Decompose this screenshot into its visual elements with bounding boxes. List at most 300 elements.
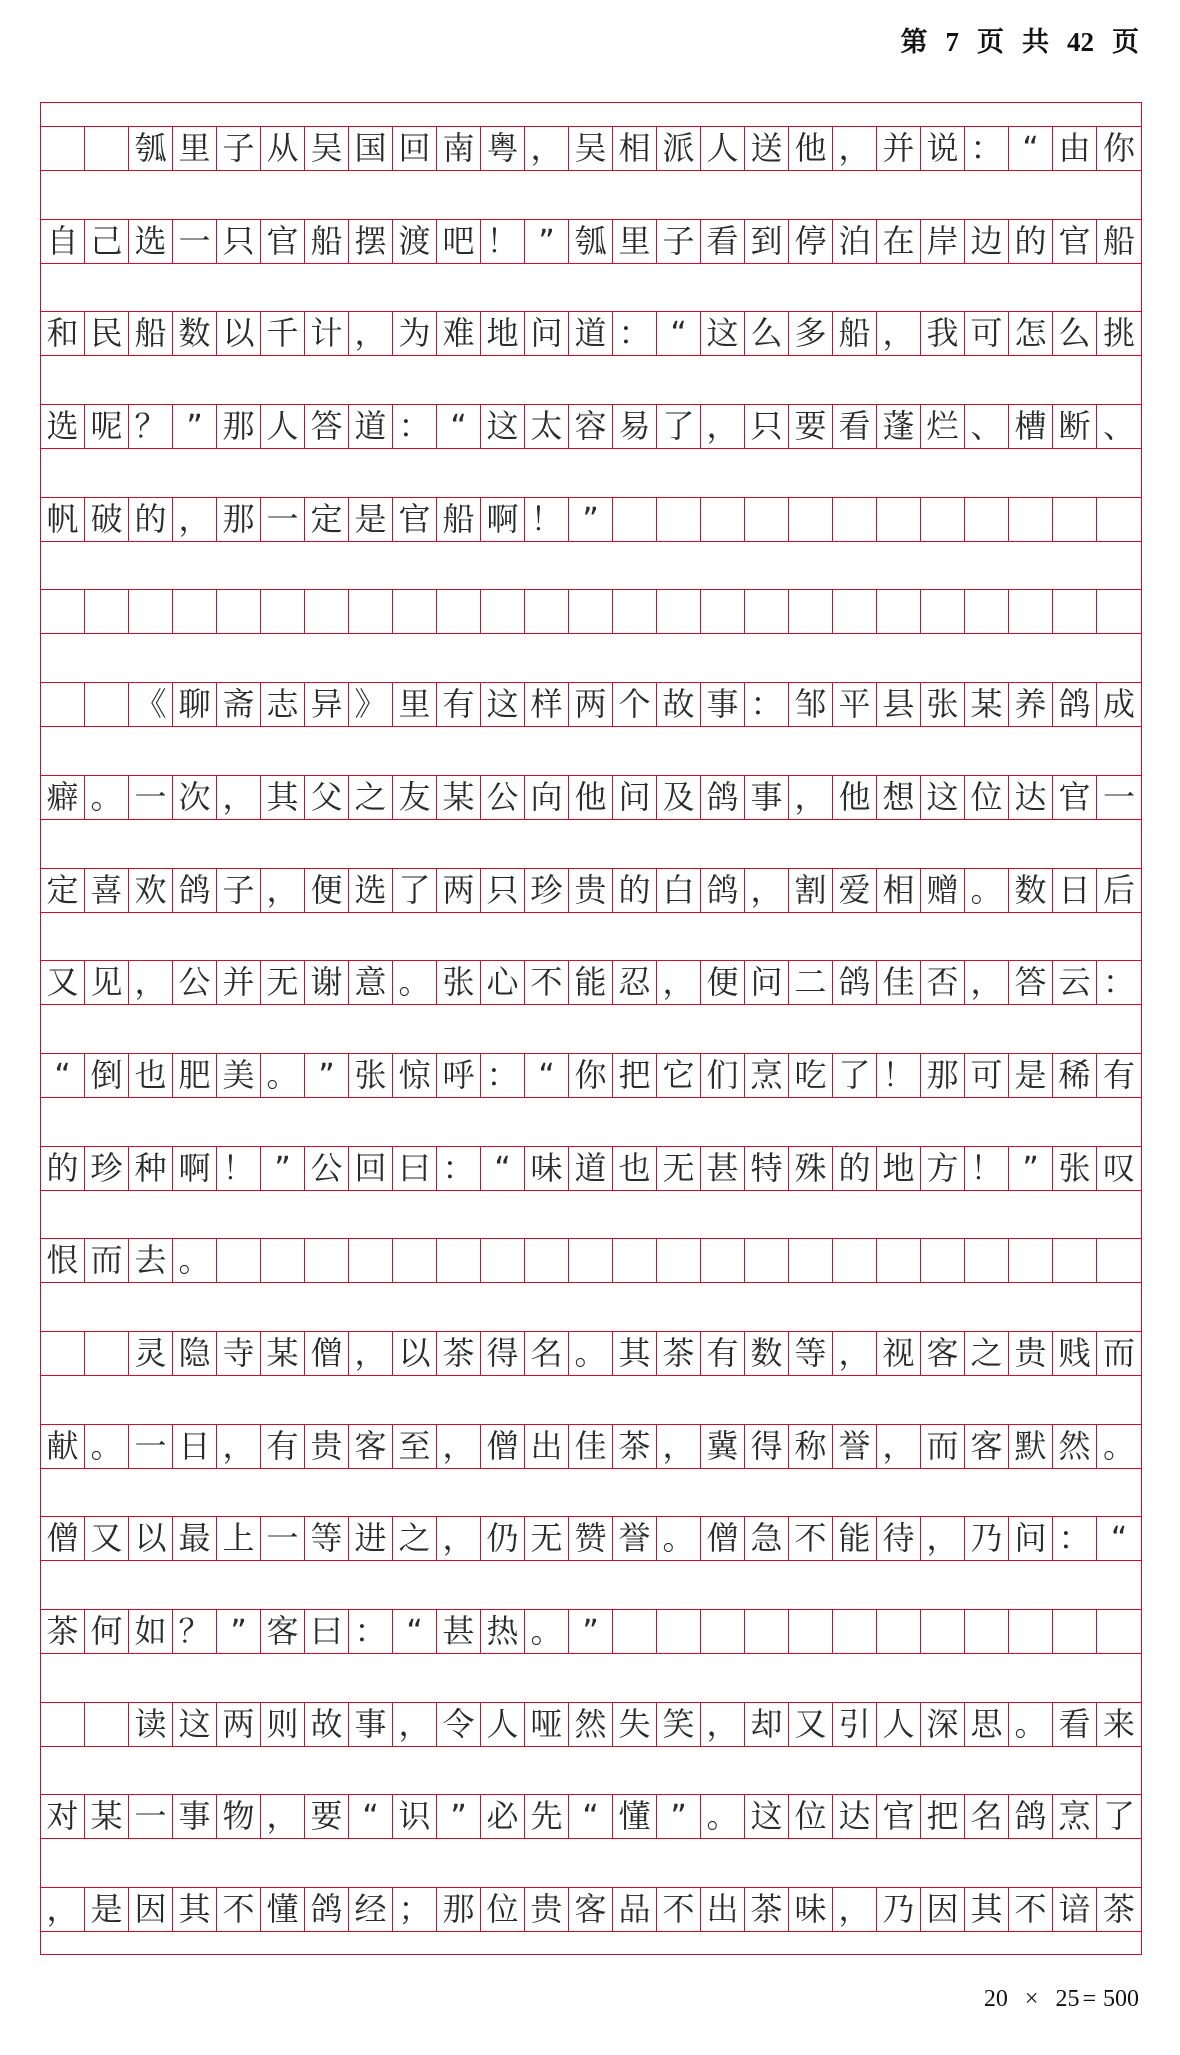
grid-cell: 待 [877,1517,921,1560]
grid-cell: ： [393,405,437,448]
grid-cell: 以 [217,312,261,355]
grid-cell: ， [437,1517,481,1560]
grid-cell: “ [1009,127,1053,170]
grid-cell [393,1239,437,1282]
grid-cell: 事 [701,683,745,726]
grid-cell: ， [833,1888,877,1931]
page-prefix: 第 [900,27,928,57]
grid-cell: 把 [921,1795,965,1838]
grid-cell [877,590,921,633]
grid-cell: 读 [129,1703,173,1746]
grid-cell [569,590,613,633]
grid-cell [701,1239,745,1282]
manuscript-grid [40,102,1142,1955]
grid-cell: 地 [877,1147,921,1190]
grid-cell: 达 [833,1795,877,1838]
grid-cell [745,1239,789,1282]
grid-cell [921,1610,965,1653]
grid-row [41,1794,1141,1839]
grid-cell: 送 [745,127,789,170]
grid-cell: 味 [789,1888,833,1931]
grid-cell: 鸽 [701,869,745,912]
grid-cell: 有 [261,1425,305,1468]
grid-cell: 啊 [481,498,525,541]
grid-cell: 以 [129,1517,173,1560]
grid-cell: 。 [85,776,129,819]
grid-cell: 吴 [569,127,613,170]
grid-cell: ， [41,1888,85,1931]
grid-cell [657,1610,701,1653]
grid-cell: ” [261,1147,305,1190]
grid-cell: 割 [789,869,833,912]
grid-cell: 子 [217,869,261,912]
grid-cell: 可 [965,1054,1009,1097]
grid-cell [1097,1239,1141,1282]
grid-cell: 道 [349,405,393,448]
grid-cell: 岸 [921,220,965,263]
grid-cell: 经 [349,1888,393,1931]
grid-cell: 这 [173,1703,217,1746]
grid-cell: “ [481,1147,525,1190]
grid-total-cells: 500 [1103,1986,1139,2012]
grid-cell: 也 [129,1054,173,1097]
grid-cell: 不 [525,961,569,1004]
grid-cell: 把 [613,1054,657,1097]
grid-row [41,404,1141,449]
grid-cell: 甚 [701,1147,745,1190]
grid-cell: 欢 [129,869,173,912]
grid-cell: 倒 [85,1054,129,1097]
grid-cell: 看 [701,220,745,263]
grid-cell [349,1239,393,1282]
grid-cell: 某 [437,776,481,819]
grid-cell: 看 [833,405,877,448]
grid-cell: 只 [481,869,525,912]
grid-cell: 名 [965,1795,1009,1838]
grid-cell: 渡 [393,220,437,263]
grid-cell: 出 [525,1425,569,1468]
grid-cell [965,498,1009,541]
grid-cell: 一 [129,776,173,819]
grid-cell: 》 [349,683,393,726]
grid-cell: ， [877,1425,921,1468]
grid-cell [217,1239,261,1282]
grid-cell: ” [569,1610,613,1653]
grid-cell: 誉 [833,1425,877,1468]
grid-cell: 见 [85,961,129,1004]
grid-cell [657,1239,701,1282]
current-page-number: 7 [945,27,959,57]
grid-cell: 有 [437,683,481,726]
grid-cell: 等 [789,1332,833,1375]
grid-cell [85,1332,129,1375]
grid-cell: 船 [129,312,173,355]
grid-cell: 事 [173,1795,217,1838]
grid-cell: 故 [305,1703,349,1746]
grid-cell: 一 [173,220,217,263]
grid-cell [789,498,833,541]
grid-cell: 那 [921,1054,965,1097]
grid-cell: 然 [569,1703,613,1746]
grid-cell: 定 [41,869,85,912]
grid-cell: 个 [613,683,657,726]
grid-cell: 曰 [393,1147,437,1190]
grid-cell: ， [833,127,877,170]
page-unit: 页 [977,27,1004,57]
grid-cell: 客 [349,1425,393,1468]
grid-cell: 《 [129,683,173,726]
grid-cell: 张 [437,961,481,1004]
grid-cell: 日 [173,1425,217,1468]
grid-cell: 邹 [789,683,833,726]
grid-cell: ： [1102,963,1135,1002]
grid-cell [525,1239,569,1282]
grid-cell: 灵 [129,1332,173,1375]
grid-cell: 是 [85,1888,129,1931]
grid-cell: 并 [877,127,921,170]
grid-cell: ！ [217,1147,261,1190]
grid-cell: 献 [41,1425,85,1468]
grid-cell: 鸽 [1009,1795,1053,1838]
grid-cell: 得 [745,1425,789,1468]
grid-cell: 客 [921,1332,965,1375]
grid-cell [965,590,1009,633]
grid-cell: 我 [921,312,965,355]
grid-cell: 官 [877,1795,921,1838]
grid-cell: 你 [1102,129,1135,167]
grid-cell: 殊 [789,1147,833,1190]
grid-cell: 至 [393,1425,437,1468]
grid-cell: 进 [349,1517,393,1560]
grid-row [41,589,1141,634]
grid-cell: 。 [85,1425,129,1468]
grid-cell: 烹 [1053,1795,1097,1838]
grid-cell: 看 [1053,1703,1097,1746]
grid-cell: ！ [965,1147,1009,1190]
grid-cell [85,127,129,170]
grid-cell [701,1610,745,1653]
grid-cell: 赠 [921,869,965,912]
grid-cell [305,590,349,633]
grid-cell: 乃 [965,1517,1009,1560]
grid-cell: 叹 [1102,1148,1135,1187]
grid-cell: 。 [569,1332,613,1375]
grid-cell: 令 [437,1703,481,1746]
grid-cell: 这 [921,776,965,819]
grid-row [41,1053,1141,1098]
grid-cell: 以 [393,1332,437,1375]
grid-cell: “ [393,1610,437,1653]
grid-cell: 后 [1102,870,1135,909]
grid-cell: ： [349,1610,393,1653]
grid-cell: 因 [129,1888,173,1931]
grid-cell: 选 [129,220,173,263]
grid-row [41,1516,1141,1561]
grid-cell: 视 [877,1332,921,1375]
grid-cell: 定 [305,498,349,541]
grid-cell: 美 [217,1054,261,1097]
grid-cell: 泊 [833,220,877,263]
grid-cell: 人 [261,405,305,448]
grid-row [41,775,1141,820]
grid-cell [481,1239,525,1282]
grid-cell: 地 [481,312,525,355]
grid-cell: ？ [173,1610,217,1653]
grid-cell: 无 [525,1517,569,1560]
grid-cell: 不 [217,1888,261,1931]
grid-cell: 特 [745,1147,789,1190]
grid-cell: 斋 [217,683,261,726]
grid-cell: 茶 [1102,1890,1135,1929]
grid-cell: 又 [41,961,85,1004]
grid-cell: 它 [657,1054,701,1097]
grid-cell: 客 [965,1425,1009,1468]
grid-cell: 爱 [833,869,877,912]
grid-cell: ： [481,1054,525,1097]
grid-cell: 。 [1009,1703,1053,1746]
grid-cell [789,590,833,633]
grid-cell: 而 [921,1425,965,1468]
grid-cell [965,1610,1009,1653]
grid-cell: 去 [129,1239,173,1282]
grid-cell: ！ [877,1054,921,1097]
grid-cell: ， [217,1425,261,1468]
grid-cell: 平 [833,683,877,726]
grid-cell: 因 [921,1888,965,1931]
grid-cell: 其 [613,1332,657,1375]
grid-cell: 他 [833,776,877,819]
grid-cell [129,590,173,633]
grid-cell [1053,590,1097,633]
grid-cell: 不 [657,1888,701,1931]
grid-cell: 冀 [701,1425,745,1468]
grid-cell [613,1239,657,1282]
grid-cell: 父 [305,776,349,819]
grid-cell: 这 [481,405,525,448]
grid-cell: 回 [349,1147,393,1190]
grid-cell [85,683,129,726]
grid-cell: 之 [965,1332,1009,1375]
grid-cell: 和 [41,312,85,355]
grid-cell: ， [129,961,173,1004]
grid-cell [85,1703,129,1746]
grid-cell [41,1332,85,1375]
grid-row [41,960,1141,1005]
grid-cell: 从 [261,127,305,170]
grid-cell: 张 [1053,1147,1097,1190]
grid-cell [41,1703,85,1746]
grid-cell: “ [525,1054,569,1097]
grid-cell [437,590,481,633]
grid-cell: ， [349,312,393,355]
grid-cell: 如 [129,1610,173,1653]
grid-cell [1097,1610,1141,1653]
grid-cell: 珍 [525,869,569,912]
grid-cell: 有 [701,1332,745,1375]
grid-cell: ， [261,869,305,912]
grid-cell: 茶 [613,1425,657,1468]
grid-cell: ” [173,405,217,448]
grid-cell: 要 [305,1795,349,1838]
grid-row [41,497,1141,542]
grid-cell: 千 [261,312,305,355]
grid-cell: 船 [305,220,349,263]
grid-cell: 要 [789,405,833,448]
grid-cell: 茶 [745,1888,789,1931]
grid-cell: 县 [877,683,921,726]
times-sign: × [1024,1986,1039,2012]
grid-cell [1009,590,1053,633]
grid-cell: 哑 [525,1703,569,1746]
grid-cell: 官 [261,220,305,263]
grid-row [41,219,1141,264]
grid-cell: 何 [85,1610,129,1653]
grid-cell [789,1239,833,1282]
grid-cell: ！ [525,498,569,541]
grid-cell: 。 [261,1054,305,1097]
grid-cell: 怎 [1009,312,1053,355]
grid-cell: 志 [261,683,305,726]
grid-cell: 佳 [569,1425,613,1468]
grid-cell: 两 [217,1703,261,1746]
grid-cell: 对 [41,1795,85,1838]
grid-cell: 啊 [173,1147,217,1190]
grid-cell: 谙 [1053,1888,1097,1931]
grid-cell: ， [833,1332,877,1375]
grid-cell: ， [657,961,701,1004]
grid-cell: 聊 [173,683,217,726]
grid-cell: ， [701,1703,745,1746]
grid-cell: 为 [393,312,437,355]
grid-cell: 多 [789,312,833,355]
grid-cell: 能 [833,1517,877,1560]
grid-cell: 、 [1102,407,1135,446]
grid-cell: 某 [965,683,1009,726]
grid-cell: 南 [437,127,481,170]
grid-cell [1053,1610,1097,1653]
grid-cell: ” [305,1054,349,1097]
grid-cell: 是 [1009,1054,1053,1097]
grid-cell: 数 [173,312,217,355]
grid-cell: 吃 [789,1054,833,1097]
grid-cell: 贵 [525,1888,569,1931]
grid-cell: 公 [305,1147,349,1190]
grid-cell: 懂 [261,1888,305,1931]
grid-cell: 了 [393,869,437,912]
grid-cell: 官 [393,498,437,541]
grid-cell [833,1239,877,1282]
grid-cell: 曰 [305,1610,349,1653]
grid-cell: 而 [85,1239,129,1282]
grid-cell: 烹 [745,1054,789,1097]
grid-cell: 仍 [481,1517,525,1560]
grid-cell: 上 [217,1517,261,1560]
grid-cell: 挑 [1102,314,1135,353]
grid-cell: 品 [613,1888,657,1931]
grid-cell: 鸽 [173,869,217,912]
grid-cell: 难 [437,312,481,355]
grid-cell: 道 [569,312,613,355]
grid-cell: 又 [85,1517,129,1560]
grid-cell: 选 [41,405,85,448]
grid-cell: 日 [1053,869,1097,912]
grid-cell: 佳 [877,961,921,1004]
grid-cell: 来 [1102,1704,1135,1743]
grid-cell: 无 [657,1147,701,1190]
grid-cell: 物 [217,1795,261,1838]
grid-cell: 笑 [657,1703,701,1746]
grid-cell: 样 [525,683,569,726]
grid-cell: 里 [173,127,217,170]
grid-cell: 鸽 [833,961,877,1004]
grid-cell: 僧 [701,1517,745,1560]
grid-cell: 只 [745,405,789,448]
equals-sign: = [1082,1986,1096,2012]
grid-cell: 蓬 [877,405,921,448]
grid-cell: 那 [217,498,261,541]
grid-cell: 意 [349,961,393,1004]
grid-cell: 公 [481,776,525,819]
grid-cell [41,590,85,633]
grid-cell: “ [657,312,701,355]
grid-cell: 的 [613,869,657,912]
grid-cell: ， [437,1425,481,1468]
grid-cell: 容 [569,405,613,448]
grid-cell [173,590,217,633]
grid-cell [1009,498,1053,541]
grid-cell: ” [217,1610,261,1653]
grid-cell: 的 [129,498,173,541]
grid-cell [569,1239,613,1282]
grid-cell: 出 [701,1888,745,1931]
grid-cell: ， [745,869,789,912]
grid-cell: 由 [1053,127,1097,170]
grid-cell: 隐 [173,1332,217,1375]
grid-cell: 问 [745,961,789,1004]
grid-cell: 贱 [1053,1332,1097,1375]
grid-cell: 茶 [437,1332,481,1375]
grid-cell [657,590,701,633]
grid-cell: 相 [613,127,657,170]
grid-cell [701,498,745,541]
grid-cell: ” [657,1795,701,1838]
grid-cell: 急 [745,1517,789,1560]
grid-cell: 而 [1102,1333,1135,1372]
grid-cell [1053,1239,1097,1282]
grid-cell: 。 [173,1239,217,1282]
grid-cell: 寺 [217,1332,261,1375]
grid-cell: 子 [217,127,261,170]
grid-cell: 癖 [41,776,85,819]
grid-cell: ， [261,1795,305,1838]
grid-cell: ： [965,127,1009,170]
grid-cell: 种 [129,1147,173,1190]
grid-cell: 无 [261,961,305,1004]
grid-cell: 船 [833,312,877,355]
grid-cell: 们 [701,1054,745,1097]
grid-cell: 云 [1053,961,1097,1004]
grid-cell: 甚 [437,1610,481,1653]
grid-row [41,682,1141,727]
grid-cell: 则 [261,1703,305,1746]
grid-cell: 了 [1102,1797,1135,1836]
grid-cell: 事 [745,776,789,819]
grid-cell: 誉 [613,1517,657,1560]
grid-cell: 那 [437,1888,481,1931]
grid-cell: 惊 [393,1054,437,1097]
grid-cell: 易 [613,405,657,448]
grid-cell: 二 [789,961,833,1004]
